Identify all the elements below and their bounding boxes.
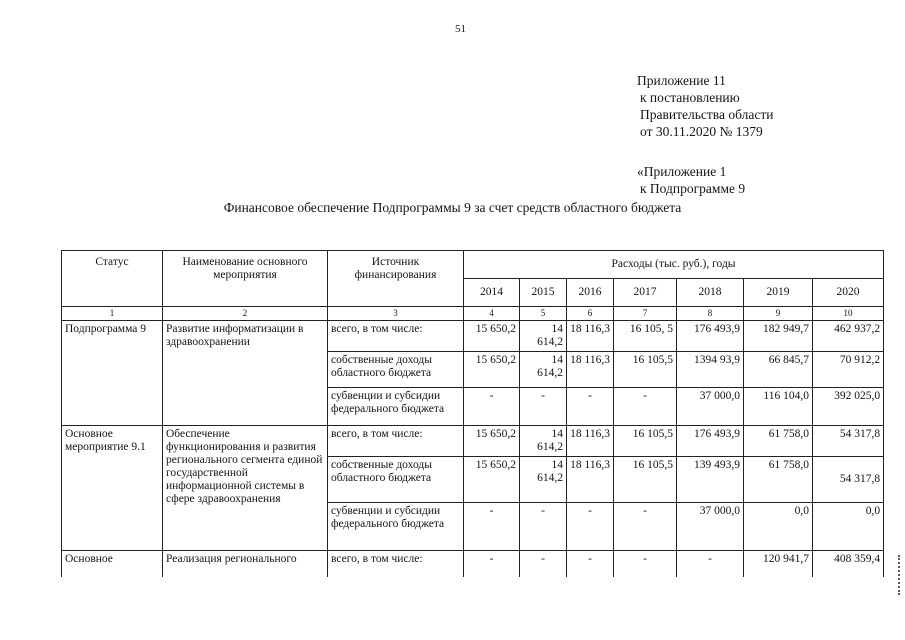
table-row [62,321,884,352]
source-cell: собственные доходы областного бюджета [328,457,464,503]
value-cell: - [520,388,567,426]
source-cell: субвенции и субсидии федерального бюджета [328,503,464,551]
value-cell: - [614,388,677,426]
column-number: 9 [744,307,813,321]
value-cell: 61 758,0 [744,457,813,503]
appendix-line: Приложение 11 [637,73,726,88]
value-cell: 14 614,2 [520,352,567,388]
value-cell: - [464,551,520,577]
financing-table [61,250,884,577]
source-cell: всего, в том числе: [328,321,464,352]
year-header: 2020 [813,279,884,307]
appendix-line: от 30.11.2020 № 1379 [640,124,763,139]
value-cell: - [520,503,567,551]
column-number: 2 [163,307,328,321]
value-cell: - [614,503,677,551]
value-cell: 0,0 [744,503,813,551]
status-cell: Подпрограмма 9 [62,321,163,426]
activity-name-cell: Обеспечение функционирования и развития регионального сегмента единой государственной информационной системы в сфере здравоохранения [163,426,328,551]
value-cell: 54 317,8 [813,457,884,503]
value-cell: - [567,503,614,551]
year-header: 2016 [567,279,614,307]
value-cell: - [677,551,744,577]
value-cell: 16 105, 5 [614,321,677,352]
year-header: 2015 [520,279,567,307]
value-cell: 0,0 [813,503,884,551]
status-cell: Основное мероприятие 9.1 [62,426,163,551]
header-expenses: Расходы (тыс. руб.), годы [464,251,884,279]
scan-edge-mark [898,555,903,595]
value-cell: - [464,503,520,551]
value-cell: 37 000,0 [677,503,744,551]
value-cell: - [567,551,614,577]
appendix-line: к постановлению [640,90,740,105]
header-source: Источник финансирования [328,251,464,307]
value-cell: 116 104,0 [744,388,813,426]
value-cell: 66 845,7 [744,352,813,388]
value-cell: 392 025,0 [813,388,884,426]
value-cell: 15 650,2 [464,352,520,388]
source-cell: субвенции и субсидии федерального бюджета [328,388,464,426]
value-cell: 18 116,3 [567,321,614,352]
document-title: Финансовое обеспечение Подпрограммы 9 за счет средств областного бюджета [223,200,682,215]
source-cell: всего, в том числе: [328,551,464,577]
year-header: 2014 [464,279,520,307]
value-cell: 15 650,2 [464,321,520,352]
value-cell: 16 105,5 [614,426,677,457]
year-header: 2017 [614,279,677,307]
value-cell: 70 912,2 [813,352,884,388]
value-cell: 61 758,0 [744,426,813,457]
value-cell: 18 116,3 [567,352,614,388]
year-header: 2018 [677,279,744,307]
value-cell: 54 317,8 [813,426,884,457]
column-number: 6 [567,307,614,321]
value-cell: - [520,551,567,577]
appendix-line: Правительства области [640,107,774,122]
column-number: 10 [813,307,884,321]
value-cell: 37 000,0 [677,388,744,426]
value-cell: 16 105,5 [614,457,677,503]
page-number: 51 [455,23,466,35]
value-cell: 14 614,2 [520,321,567,352]
appendix-line: «Приложение 1 [637,164,727,179]
column-number: 8 [677,307,744,321]
column-number: 4 [464,307,520,321]
header-status: Статус [62,251,163,307]
source-cell: всего, в том числе: [328,426,464,457]
value-cell: - [464,388,520,426]
value-cell: 176 493,9 [677,321,744,352]
column-number: 7 [614,307,677,321]
activity-name-cell: Развитие информатизации в здравоохранении [163,321,328,426]
status-cell: Основное [62,551,163,577]
value-cell: 14 614,2 [520,426,567,457]
source-cell: собственные доходы областного бюджета [328,352,464,388]
value-cell: 1394 93,9 [677,352,744,388]
column-number: 3 [328,307,464,321]
activity-name-cell: Реализация регионального [163,551,328,577]
column-number: 1 [62,307,163,321]
table-row [62,551,884,577]
value-cell: 120 941,7 [744,551,813,577]
value-cell: - [567,388,614,426]
header-name: Наименование основного мероприятия [163,251,328,307]
column-number: 5 [520,307,567,321]
table-row [62,426,884,457]
value-cell: 182 949,7 [744,321,813,352]
value-cell: 18 116,3 [567,426,614,457]
value-cell: - [614,551,677,577]
appendix-header [637,72,773,140]
appendix-line: к Подпрограмме 9 [640,181,746,196]
year-header: 2019 [744,279,813,307]
value-cell: 408 359,4 [813,551,884,577]
value-cell: 176 493,9 [677,426,744,457]
value-cell: 16 105,5 [614,352,677,388]
value-cell: 18 116,3 [567,457,614,503]
value-cell: 15 650,2 [464,457,520,503]
value-cell: 15 650,2 [464,426,520,457]
appendix-inner [637,163,745,197]
value-cell: 462 937,2 [813,321,884,352]
value-cell: 139 493,9 [677,457,744,503]
value-cell: 14 614,2 [520,457,567,503]
